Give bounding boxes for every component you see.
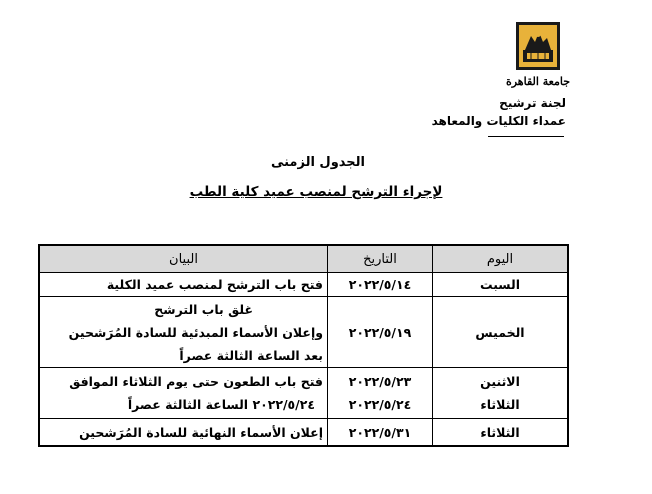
committee-name	[432, 94, 566, 130]
description-line: ٢٠٢٢/٥/٢٤ الساعة الثالثة عصراً	[127, 397, 315, 412]
row-description	[39, 419, 328, 447]
row-date: ٢٠٢٢/٥/١٩	[328, 297, 433, 368]
row-day-line: الثلاثاء	[480, 397, 520, 412]
committee-divider	[488, 136, 564, 137]
committee-line-1: لجنة ترشيح	[499, 96, 566, 110]
university-logo	[488, 20, 588, 88]
description-line: بعد الساعة الثالثة عصراً	[179, 347, 323, 363]
row-day-line: الاثنين	[480, 374, 520, 389]
row-description	[39, 368, 328, 419]
row-description	[39, 297, 328, 368]
row-date	[328, 368, 433, 419]
document-title: الجدول الزمنى	[270, 155, 366, 170]
description-line: وإعلان الأسماء المبدئية للسادة المُرَشحين	[68, 324, 323, 340]
committee-line-2: عمداء الكليات والمعاهد	[431, 114, 566, 128]
table-row	[39, 368, 568, 419]
description-line: فتح باب الترشح لمنصب عميد الكلية	[106, 277, 323, 292]
table-header-row	[39, 245, 568, 273]
document-subtitle: لإجراء الترشح لمنصب عميد كلية الطب	[189, 184, 443, 200]
row-day: الثلاثاء	[433, 419, 569, 447]
row-day: الخميس	[433, 297, 569, 368]
university-emblem-icon	[513, 20, 563, 76]
row-date: ٢٠٢٢/٥/٣١	[328, 419, 433, 447]
row-date-line: ٢٠٢٢/٥/٢٣	[348, 374, 412, 389]
row-date: ٢٠٢٢/٥/١٤	[328, 273, 433, 297]
table-row	[39, 273, 568, 297]
table-row	[39, 297, 568, 368]
header-description: البيان	[39, 245, 328, 273]
row-day	[433, 368, 569, 419]
schedule-table	[38, 244, 569, 447]
description-line: إعلان الأسماء النهائية للسادة المُرَشحين	[79, 424, 323, 440]
table-row	[39, 419, 568, 447]
row-day: السبت	[433, 273, 569, 297]
header-day: اليوم	[433, 245, 569, 273]
row-description	[39, 273, 328, 297]
header-date: التاريخ	[328, 245, 433, 273]
description-line: غلق باب الترشح	[154, 301, 253, 317]
description-line: فتح باب الطعون حتى يوم الثلاثاء الموافق	[69, 374, 323, 389]
row-date-line: ٢٠٢٢/٥/٢٤	[348, 397, 412, 412]
logo-caption: جامعة القاهرة	[505, 75, 571, 88]
